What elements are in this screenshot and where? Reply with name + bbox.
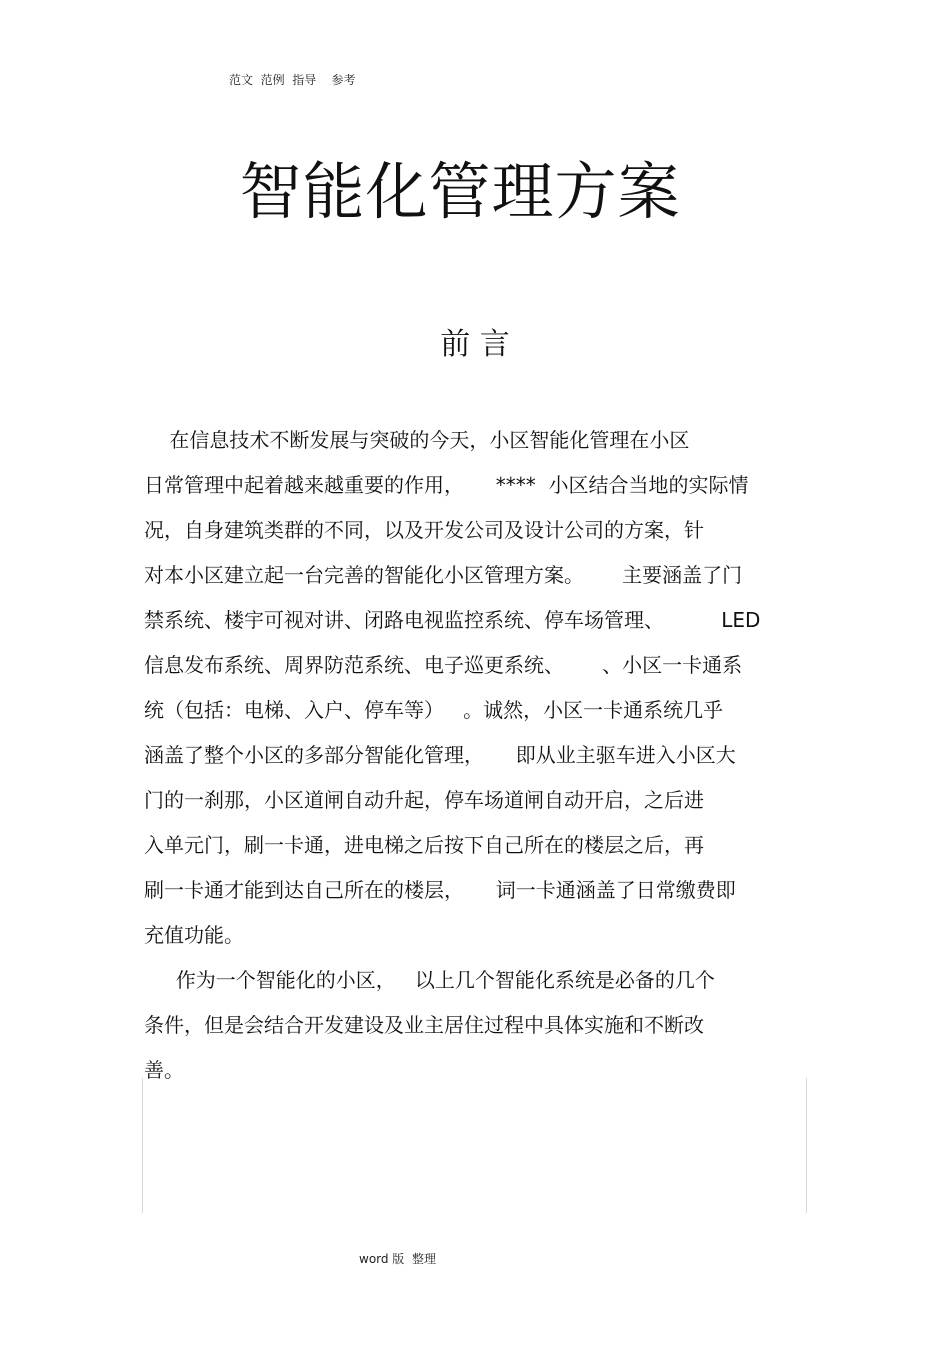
page-footer: word 版 整理 — [359, 1252, 436, 1266]
paragraph-1-line: 日常管理中起着越来越重要的作用， **** 小区结合当地的实际情 — [144, 473, 749, 497]
paragraph-1-line: 信息发布系统、周界防范系统、电子巡更系统、 、小区一卡通系 — [144, 653, 743, 677]
paragraph-1-line: 对本小区建立起一台完善的智能化小区管理方案。 主要涵盖了门 — [144, 563, 743, 587]
paragraph-1-line: 在信息技术不断发展与突破的今天，小区智能化管理在小区 — [144, 428, 690, 452]
paragraph-1-line: 禁系统、楼宇可视对讲、闭路电视监控系统、停车场管理、 LED — [144, 608, 761, 632]
paragraph-1-line: 统（包括：电梯、入户、停车等） 。诚然，小区一卡通系统几乎 — [144, 698, 724, 722]
paragraph-2-line: 善。 — [144, 1058, 184, 1082]
paragraph-1-line: 门的一刹那，小区道闸自动升起，停车场道闸自动开启，之后进 — [144, 788, 704, 812]
body-text — [144, 418, 824, 1093]
document-title: 智能化管理方案 — [239, 155, 681, 228]
paragraph-1-line: 刷一卡通才能到达自己所在的楼层， 词一卡通涵盖了日常缴费即 — [144, 878, 736, 902]
paragraph-2-line: 作为一个智能化的小区， 以上几个智能化系统是必备的几个 — [144, 968, 715, 992]
page-border-right — [806, 1078, 807, 1213]
paragraph-1-line: 入单元门，刷一卡通，进电梯之后按下自己所在的楼层之后，再 — [144, 833, 704, 857]
paragraph-2-line: 条件，但是会结合开发建设及业主居住过程中具体实施和不断改 — [144, 1013, 704, 1037]
paragraph-1-line: 况，自身建筑类群的不同，以及开发公司及设计公司的方案，针 — [144, 518, 704, 542]
section-heading: 前 言 — [440, 327, 510, 362]
paragraph-1-line: 充值功能。 — [144, 923, 244, 947]
paragraph-1-line: 涵盖了整个小区的多部分智能化管理， 即从业主驱车进入小区大 — [144, 743, 736, 767]
page-header: 范文 范例 指导 参考 — [229, 73, 356, 87]
page-border-left — [142, 1078, 143, 1213]
